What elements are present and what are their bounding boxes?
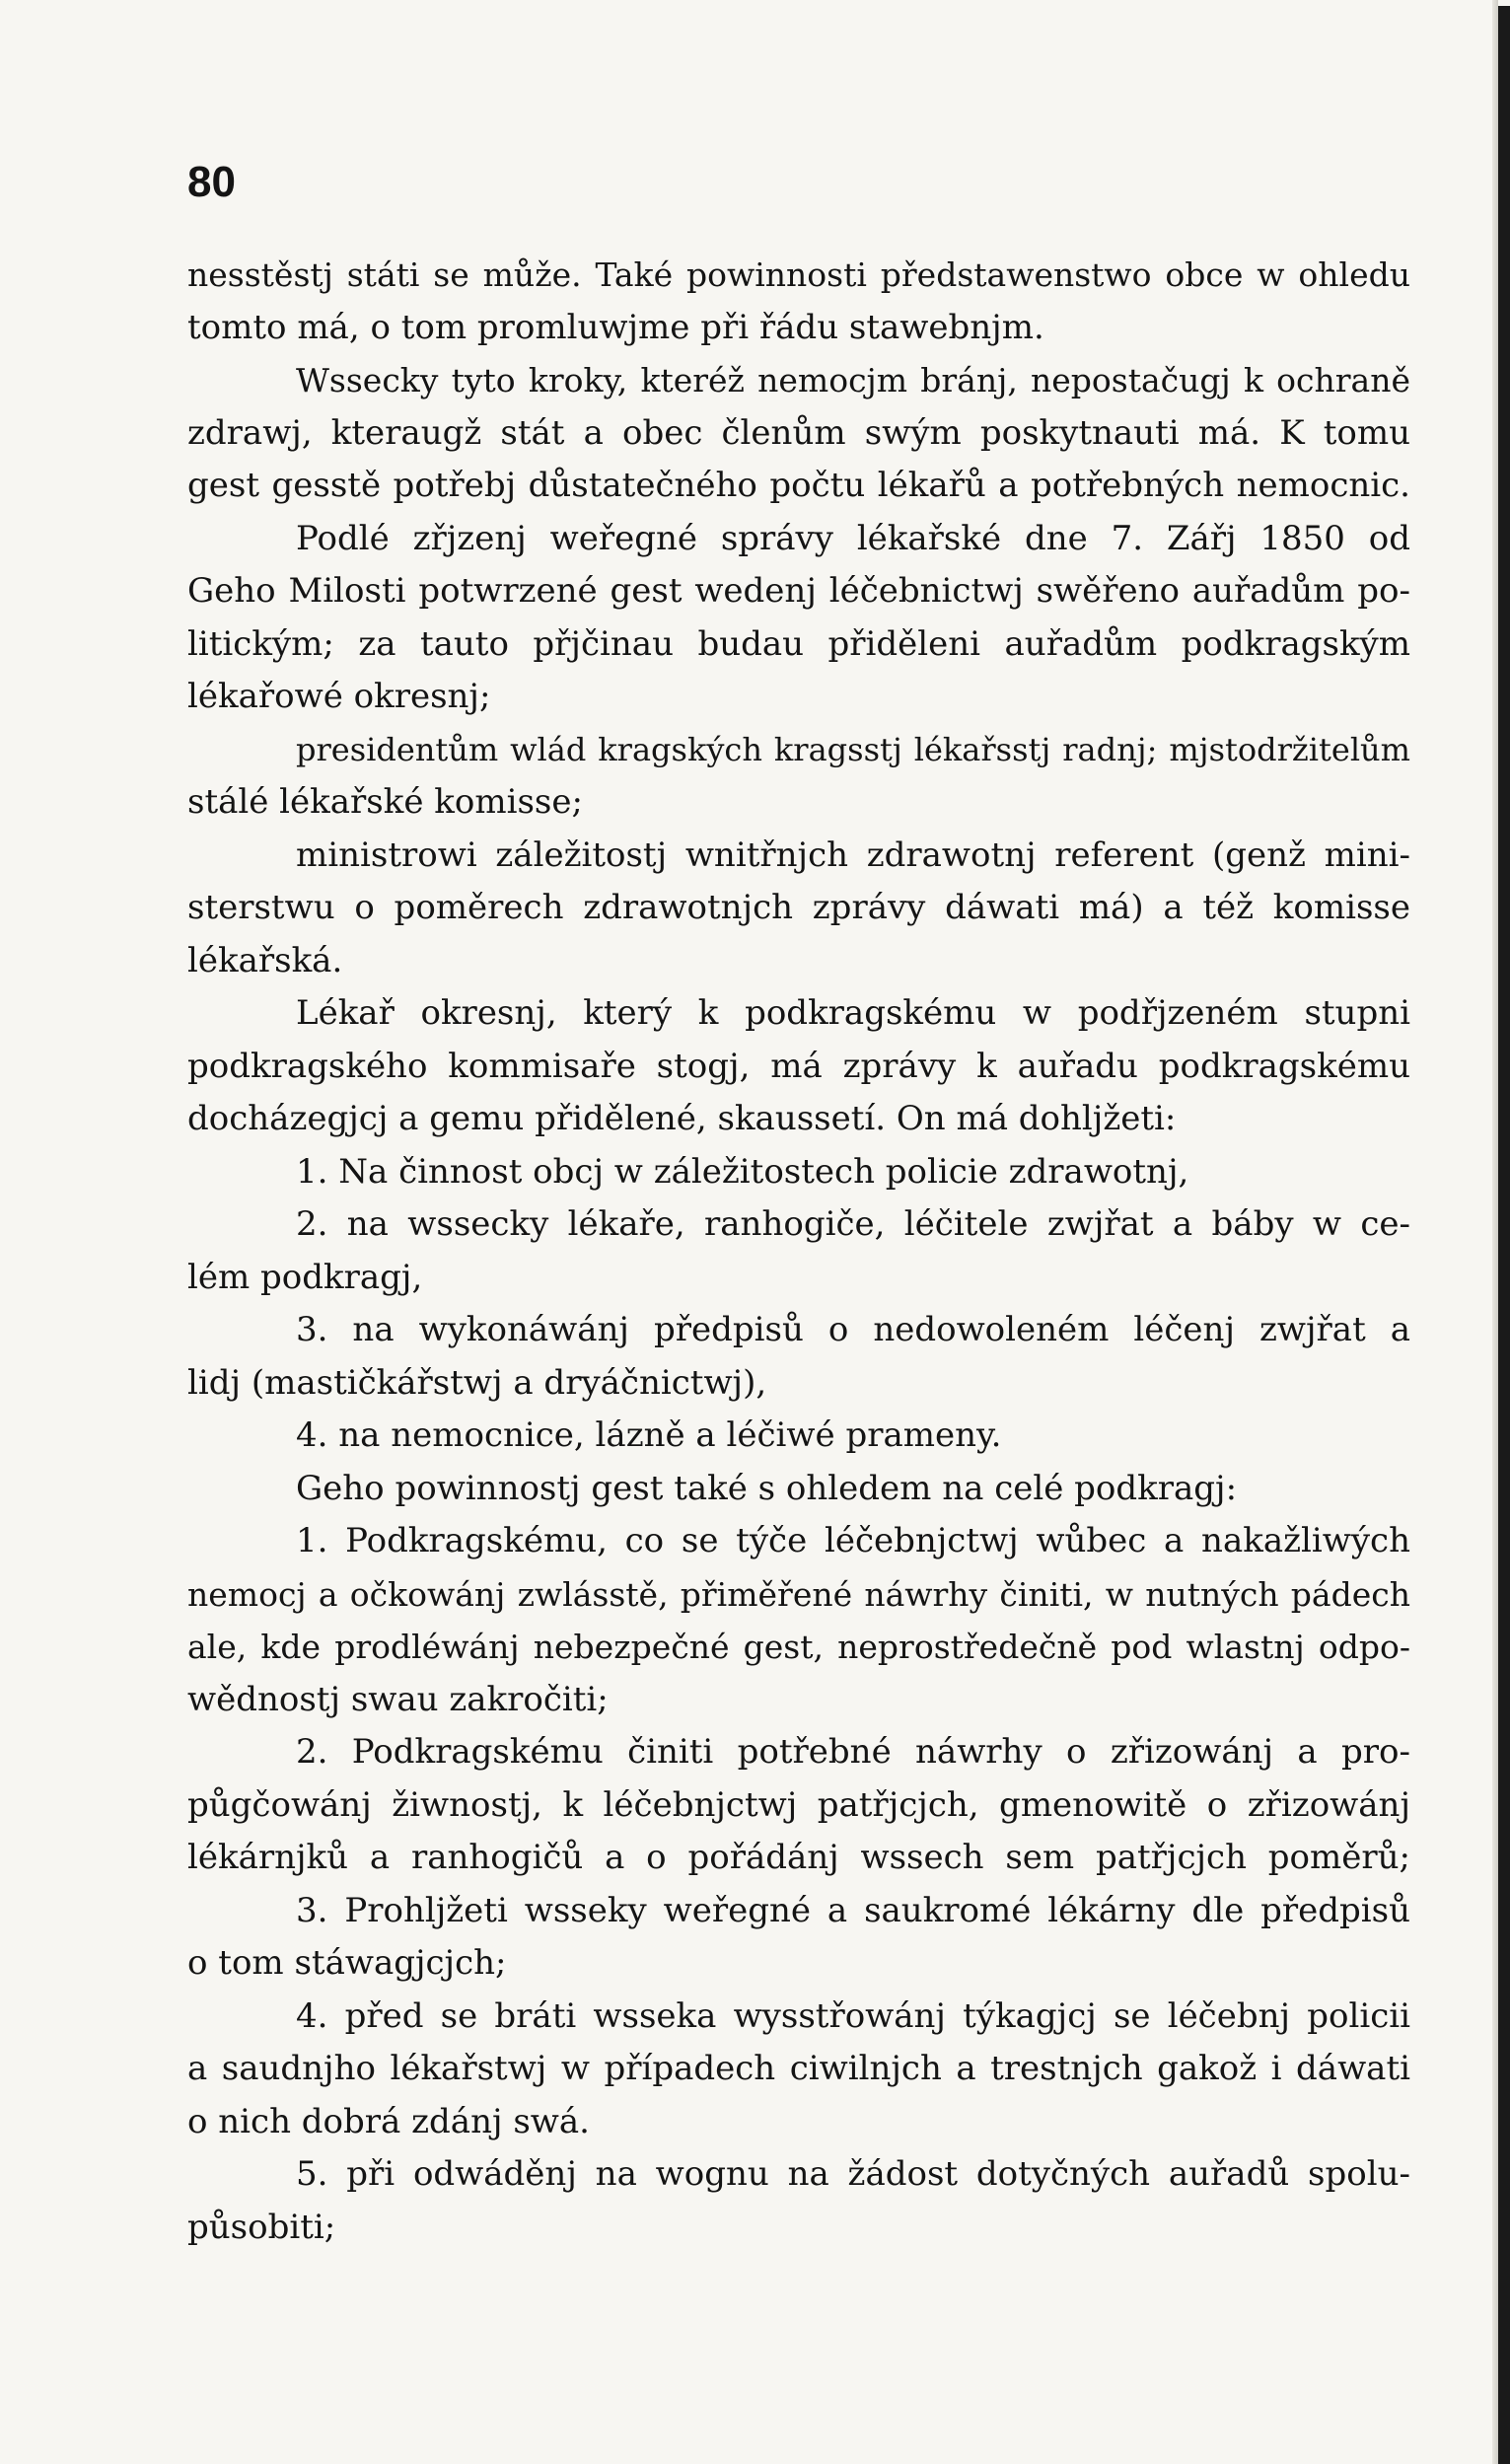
text-line: litickým; za tauto přjčinau budau přiděleni auřadům podkragským bbox=[187, 623, 1410, 664]
text-line: 4. na nemocnice, lázně a léčiwé prameny. bbox=[296, 1415, 1002, 1455]
body-text bbox=[187, 249, 1410, 2254]
text-line: stálé lékařské komisse; bbox=[187, 782, 583, 822]
text-line: Podlé zřjzenj weřegné správy lékařské dne 7. Zářj 1850 od bbox=[296, 518, 1410, 558]
text-line: o nich dobrá zdánj swá. bbox=[187, 2101, 590, 2141]
text-line: sterstwu o poměrech zdrawotnjch zprávy dáwati má) a též komisse bbox=[187, 888, 1410, 927]
text-line: 5. při odwáděnj na wognu na žádost dotyčných auřadů spolu- bbox=[296, 2154, 1410, 2194]
text-line: podkragského kommisaře stogj, má zprávy k auřadu podkragskému bbox=[187, 1046, 1410, 1086]
text-line: lékařowé okresnj; bbox=[187, 677, 491, 716]
page-border bbox=[1498, 6, 1510, 2464]
text-line: 1. Na činnost obcj w záležitostech policie zdrawotnj, bbox=[296, 1151, 1189, 1192]
text-line: 2. Podkragskému činiti potřebné náwrhy o zřizowánj a pro- bbox=[296, 1732, 1410, 1772]
text-line: působiti; bbox=[187, 2207, 336, 2247]
page-number: 80 bbox=[187, 158, 236, 206]
text-line: 3. na wykonáwánj předpisů o nedowoleném léčenj zwjřat a bbox=[296, 1310, 1410, 1349]
text-line: půgčowánj žiwnostj, k léčebnjctwj patřjcjch, gmenowitě o zřizowánj bbox=[187, 1784, 1410, 1825]
text-line: 3. Prohljžeti wsseky weřegné a saukromé lékárny dle předpisů bbox=[296, 1890, 1410, 1930]
text-line: 4. před se bráti wsseka wysstřowánj týkagjcj se léčebnj policii bbox=[296, 1995, 1410, 2036]
text-line: a saudnjho lékařstwj w případech ciwilnjch a trestnjch gakož i dáwati bbox=[187, 2049, 1410, 2088]
text-line: wědnostj swau zakročiti; bbox=[187, 1679, 609, 1719]
text-line: Geho powinnostj gest také s ohledem na celé podkragj: bbox=[296, 1468, 1238, 1508]
text-line: nemocj a očkowánj zwlásstě, přiměřené náwrhy činiti, w nutných pádech bbox=[187, 1574, 1410, 1614]
text-line: nesstěstj státi se může. Také powinnosti předstawenstwo obce w ohledu bbox=[187, 255, 1410, 294]
text-line: gest gesstě potřebj důstatečného počtu lékařů a potřebných nemocnic. bbox=[187, 466, 1410, 505]
text-line: lidj (mastičkářstwj a dryáčnictwj), bbox=[187, 1362, 767, 1403]
text-line: 2. na wssecky lékaře, ranhogiče, léčitele zwjřat a báby w ce- bbox=[296, 1204, 1410, 1244]
text-line: presidentům wlád kragských kragsstj lékařsstj radnj; mjstodržitelům bbox=[296, 730, 1410, 768]
text-line: tomto má, o tom promluwjme při řádu stawebnjm. bbox=[187, 307, 1044, 347]
text-line: zdrawj, kteraugž stát a obec členům swým poskytnauti má. K tomu bbox=[187, 412, 1410, 453]
text-line: ministrowi záležitostj wnitřnjch zdrawotnj referent (genž mini- bbox=[296, 834, 1410, 875]
text-line: lékárnjků a ranhogičů a o pořádánj wssech sem patřjcjch poměrů; bbox=[187, 1838, 1410, 1877]
text-line: ale, kde prodléwánj nebezpečné gest, neprostředečně pod wlastnj odpo- bbox=[187, 1628, 1410, 1666]
text-line: o tom stáwagjcjch; bbox=[187, 1943, 507, 1983]
text-line: Lékař okresnj, který k podkragskému w podřjzeném stupni bbox=[296, 993, 1410, 1033]
text-line: Geho Milosti potwrzené gest wedenj léčebnictwj swěřeno auřadům po- bbox=[187, 571, 1410, 611]
text-line: lém podkragj, bbox=[187, 1257, 423, 1297]
text-line: lékařská. bbox=[187, 940, 343, 980]
text-line: Wssecky tyto kroky, kteréž nemocjm bránj, nepostačugj k ochraně bbox=[296, 361, 1410, 399]
text-line: 1. Podkragskému, co se týče léčebnjctwj wůbec a nakažliwých bbox=[296, 1521, 1410, 1560]
text-line: docházegjcj a gemu přidělené, skaussetí. On má dohljžeti: bbox=[187, 1099, 1177, 1138]
